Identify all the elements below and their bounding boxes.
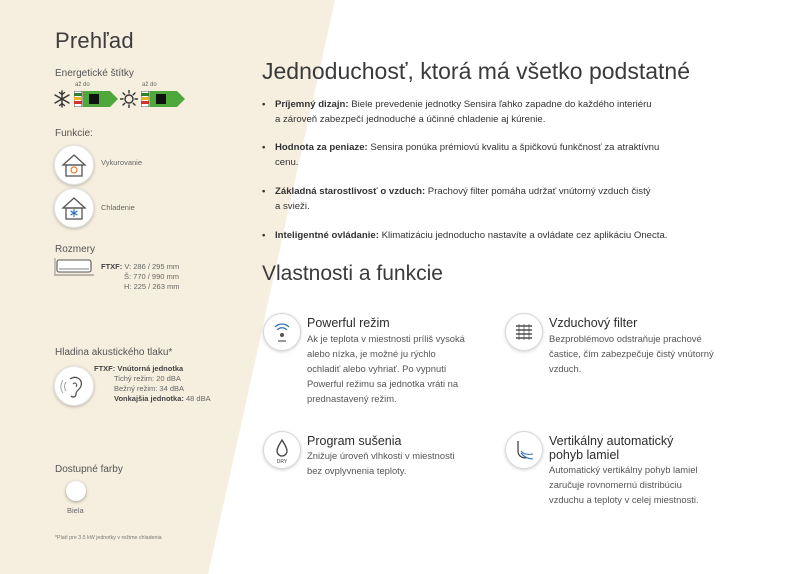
feature-line: vzduch. bbox=[549, 363, 582, 374]
sun-icon bbox=[120, 90, 138, 108]
dry-icon-label: DRY bbox=[276, 459, 288, 465]
sound-outdoor-label: Vonkajšia jednotka: bbox=[114, 394, 184, 403]
energy-label-cooling bbox=[53, 82, 118, 108]
bullet-title: Inteligentné ovládanie: bbox=[275, 230, 379, 241]
feature-title: Powerful režim bbox=[307, 316, 390, 330]
bullet-line: cenu. bbox=[275, 157, 299, 168]
dimension-width: Š: 770 / 990 mm bbox=[124, 272, 180, 281]
feature-line: prednastavený režim. bbox=[307, 393, 397, 404]
feature-line: zaručuje rovnomernú distribúciu bbox=[549, 479, 682, 490]
colors-heading: Dostupné farby bbox=[55, 464, 123, 475]
air-filter-icon bbox=[505, 313, 543, 351]
cooling-house-icon bbox=[54, 188, 94, 228]
vertical-swing-icon bbox=[505, 431, 543, 469]
feature-description bbox=[549, 331, 714, 376]
bullet-line: Sensira ponúka prémiovú kvalitu a špičkovú funkčnosť za atraktívnu bbox=[367, 142, 660, 153]
bullet-smart-control: • Inteligentné ovládanie: Klimatizáciu jednoducho nastavíte a ovládate cez aplikáciu Onecta. bbox=[262, 230, 668, 241]
energy-labels-heading: Energetické štítky bbox=[55, 68, 134, 79]
bullet-air-care: • Základná starostlivosť o vzduch: Prachový filter pomáha udržať vnútorný vzduch čistý a svieži. bbox=[262, 186, 651, 212]
indoor-unit-icon bbox=[54, 257, 94, 277]
sound-heading: Hladina akustického tlaku* bbox=[55, 347, 173, 358]
function-label-cooling: Chladenie bbox=[101, 203, 135, 212]
feature-description bbox=[307, 331, 465, 406]
bullet-line: Biele prevedenie jednotky Sensira ľahko zapadne do každého interiéru bbox=[348, 99, 652, 110]
dry-program-icon bbox=[263, 431, 301, 469]
feature-title-line: Vertikálny automatický bbox=[549, 434, 674, 448]
feature-line: častice, čím zabezpečuje čistý vnútorný bbox=[549, 348, 714, 359]
energy-small-text: až do bbox=[142, 82, 157, 88]
dimension-depth: H: 225 / 263 mm bbox=[124, 282, 180, 291]
ear-icon bbox=[54, 366, 94, 406]
feature-description bbox=[307, 448, 454, 478]
bullet-line: Klimatizáciu jednoducho nastavíte a ovládate cez aplikáciu Onecta. bbox=[378, 230, 668, 241]
footnote: *Platí pre 3.5 kW jednotky v režime chladenia bbox=[55, 535, 162, 541]
bullet-line: Prachový filter pomáha udržať vnútorný vzduch čistý bbox=[425, 186, 651, 197]
heating-house-icon bbox=[54, 145, 94, 185]
bullet-design: • Príjemný dizajn: Biele prevedenie jednotky Sensira ľahko zapadne do každého interiéru a zároveň zabezpečí jednoduché a účinné chladenie aj kúrenie. bbox=[262, 99, 652, 125]
feature-title: Program sušenia bbox=[307, 434, 402, 448]
feature-line: ochladiť alebo vyhriať. Po vypnutí bbox=[307, 363, 447, 374]
energy-grade-arrow bbox=[141, 91, 185, 107]
dimensions-model: FTXF: bbox=[101, 262, 123, 271]
feature-title: Vzduchový filter bbox=[549, 316, 638, 330]
bullet-title: Príjemný dizajn: bbox=[275, 99, 349, 110]
feature-line: Powerful režimu sa jednotka vráti na bbox=[307, 378, 459, 389]
sound-outdoor-value: 48 dBA bbox=[183, 394, 211, 403]
function-label-heating: Vykurovanie bbox=[101, 158, 142, 167]
feature-line: alebo nízka, je možné ju rýchlo bbox=[307, 348, 436, 359]
energy-grade-arrow bbox=[74, 91, 118, 107]
bullet-title: Základná starostlivosť o vzduch: bbox=[275, 186, 426, 197]
bullet-value: • Hodnota za peniaze: Sensira ponúka prémiovú kvalitu a špičkovú funkčnosť za atraktívnu cenu. bbox=[262, 142, 660, 168]
main-heading: Jednoduchosť, ktorá má všetko podstatné bbox=[262, 58, 690, 84]
bullet-line: a zároveň zabezpečí jednoduché a účinné chladenie aj kúrenie. bbox=[275, 114, 546, 125]
feature-title-line: pohyb lamiel bbox=[549, 448, 620, 462]
sound-model-line: FTXF: Vnútorná jednotka bbox=[94, 364, 184, 373]
sound-text bbox=[94, 364, 211, 404]
dimensions-heading: Rozmery bbox=[55, 244, 96, 255]
sound-normal: Bežný režim: 34 dBA bbox=[114, 384, 185, 393]
feature-line: Automatický vertikálny pohyb lamiel bbox=[549, 464, 698, 475]
feature-line: vzduchu a teploty v celej miestnosti. bbox=[549, 494, 699, 505]
feature-line: Bezproblémovo odstraňuje prachové bbox=[549, 333, 702, 344]
bullet-title: Hodnota za peniaze: bbox=[275, 142, 368, 153]
page-title: Prehľad bbox=[55, 28, 134, 53]
snowflake-icon bbox=[53, 90, 71, 108]
color-swatch-white bbox=[66, 481, 86, 501]
energy-label-heating bbox=[120, 82, 185, 108]
feature-line: bez ovplyvnenia teploty. bbox=[307, 465, 407, 476]
feature-line: Znižuje úroveň vlhkosti v miestnosti bbox=[307, 450, 455, 461]
energy-small-text: až do bbox=[75, 82, 90, 88]
color-name: Biela bbox=[67, 506, 84, 515]
feature-line: Ak je teplota v miestnosti príliš vysoká bbox=[307, 333, 465, 344]
dimension-height: V: 286 / 295 mm bbox=[124, 262, 180, 271]
functions-heading: Funkcie: bbox=[55, 128, 93, 139]
dimensions-text bbox=[101, 262, 179, 292]
sound-quiet: Tichý režim: 20 dBA bbox=[114, 374, 181, 383]
bullet-line: a svieži. bbox=[275, 201, 310, 212]
features-heading: Vlastnosti a funkcie bbox=[262, 262, 443, 285]
powerful-mode-icon bbox=[263, 313, 301, 351]
feature-description bbox=[549, 462, 699, 507]
feature-title bbox=[549, 434, 673, 462]
